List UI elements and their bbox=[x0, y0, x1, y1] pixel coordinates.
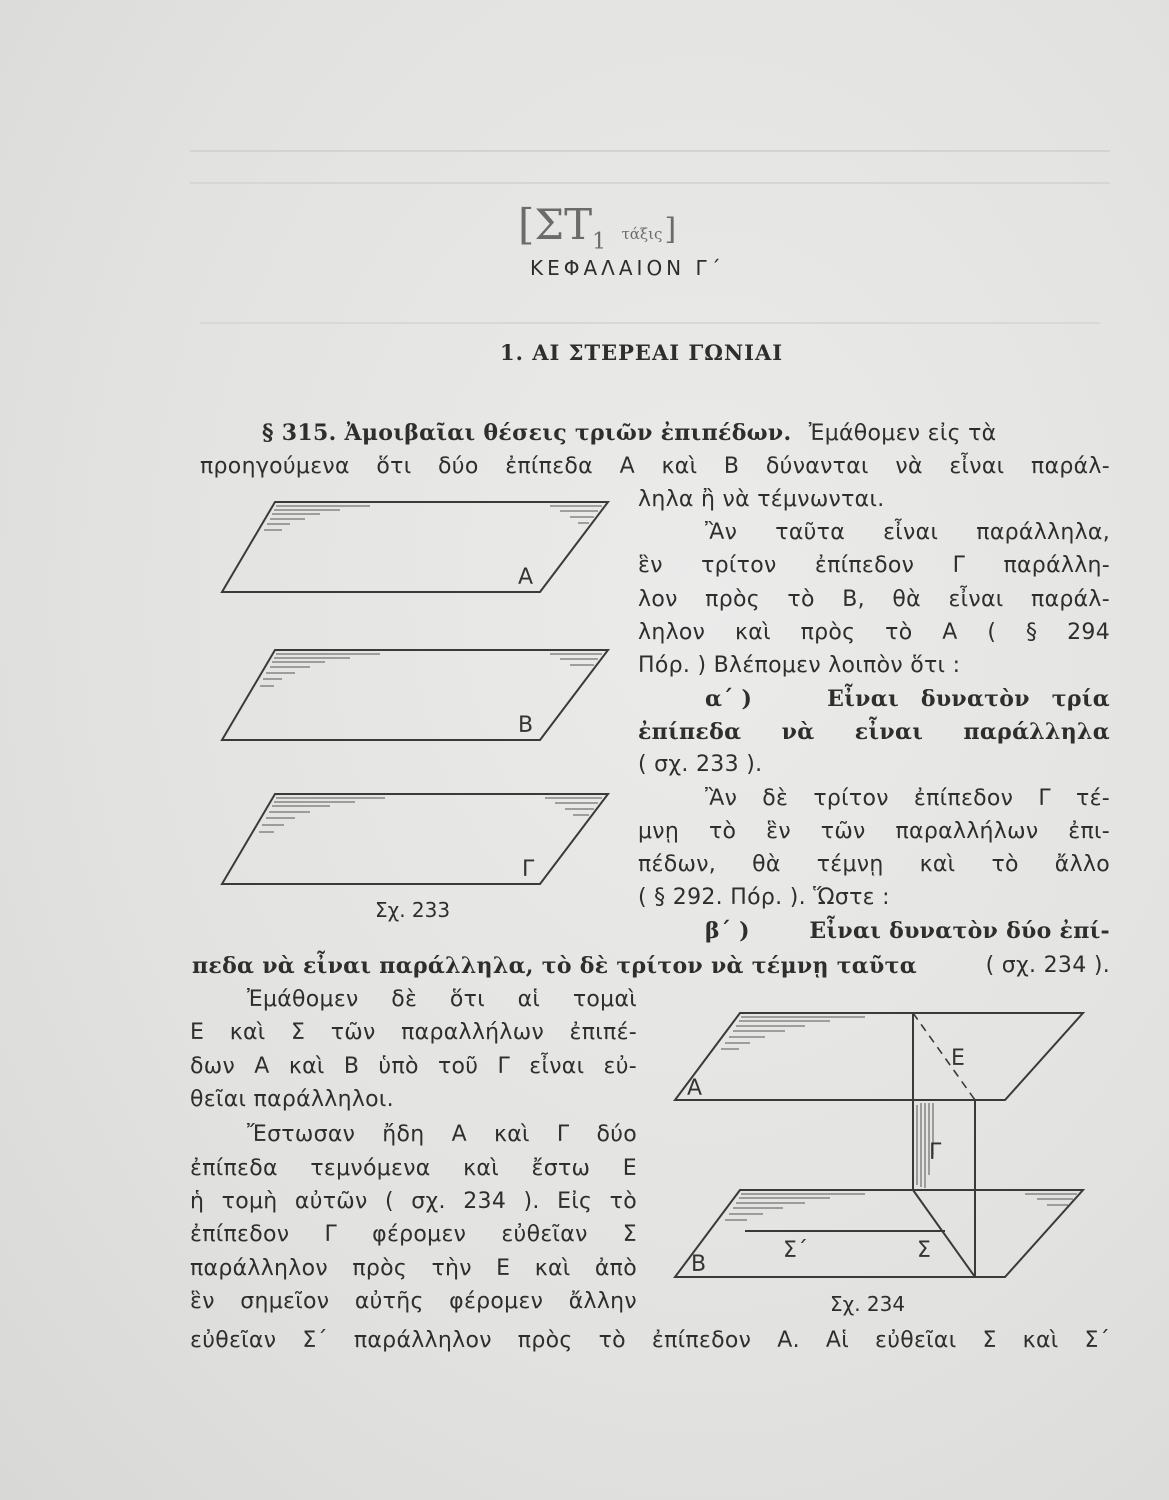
label-e: Ε bbox=[951, 1046, 965, 1071]
text-line: β΄ ) Εἶναι δυνατὸν δύο ἐπί- bbox=[705, 918, 1110, 944]
text-line: μνῃ τὸ ἓν τῶν παραλλήλων ἐπι- bbox=[638, 819, 1110, 844]
bleed-through-1 bbox=[190, 150, 1110, 152]
text-line: ἐπίπεδα νὰ εἶναι παράλληλα bbox=[638, 719, 1110, 745]
text-line: πεδα νὰ εἶναι παράλληλα, τὸ δὲ τρίτον νὰ τέμνῃ ταῦτα ( σχ. 234 ). bbox=[192, 953, 1110, 979]
label-g: Γ bbox=[929, 1140, 942, 1165]
text-line: Ἔστωσαν ἤδη Α καὶ Γ δύο bbox=[247, 1122, 637, 1147]
figure-234-caption: Σχ. 234 bbox=[830, 1292, 906, 1316]
text-line: δων Α καὶ Β ὑπὸ τοῦ Γ εἶναι εὐ- bbox=[190, 1054, 637, 1079]
section-heading: 1. ΑΙ ΣΤΕΡΕΑΙ ΓΩΝΙΑΙ bbox=[500, 340, 784, 365]
label-b: Β bbox=[518, 713, 534, 738]
handwritten-note: [$\Sigma T_1$ τάξις] bbox=[518, 200, 677, 255]
text-line: ληλα ἢ νὰ τέμνωνται. bbox=[638, 487, 885, 512]
text-line: Ε καὶ Σ τῶν παραλλήλων ἐπιπέ- bbox=[190, 1020, 637, 1045]
text-line: ἐπίπεδα τεμνόμενα καὶ ἔστω Ε bbox=[190, 1156, 637, 1181]
label-g: Γ bbox=[522, 857, 535, 882]
text-line: θεῖαι παράλληλοι. bbox=[190, 1087, 394, 1112]
plane-g bbox=[222, 794, 608, 884]
text-line: ληλον καὶ πρὸς τὸ Α ( § 294 bbox=[638, 620, 1110, 645]
label-b: Β bbox=[691, 1252, 707, 1277]
text-line: ἓν τρίτον ἐπίπεδον Γ παράλλη- bbox=[638, 553, 1110, 578]
text-line: εὐθεῖαν Σ΄ παράλληλον πρὸς τὸ ἐπίπεδον Α. Αἱ εὐθεῖαι Σ καὶ Σ΄ bbox=[190, 1328, 1110, 1353]
figure-233-caption: Σχ. 233 bbox=[375, 898, 451, 922]
text-line: Πόρ. ) Βλέπομεν λοιπὸν ὅτι : bbox=[638, 653, 961, 678]
label-a: Α bbox=[518, 565, 534, 590]
figure-234 bbox=[665, 1005, 1095, 1295]
text-line: ἐπίπεδον Γ φέρομεν εὐθεῖαν Σ bbox=[190, 1222, 637, 1247]
text-line: ( σχ. 233 ). bbox=[638, 752, 763, 777]
section-315-title: § 315. Ἀμοιβαῖαι θέσεις τριῶν ἐπιπέδων. bbox=[262, 420, 792, 446]
text-line: προηγούμενα ὅτι δύο ἐπίπεδα Α καὶ Β δύνανται νὰ εἶναι παράλ- bbox=[200, 454, 1110, 479]
text-line: α΄ ) Εἶναι δυνατὸν τρία bbox=[705, 686, 1110, 712]
text-line: ( § 292. Πόρ. ). Ὥστε : bbox=[638, 885, 890, 910]
label-s: Σ bbox=[917, 1238, 931, 1263]
text-line: πέδων, θὰ τέμνῃ καὶ τὸ ἄλλο bbox=[638, 852, 1110, 877]
text-line: ἡ τομὴ αὐτῶν ( σχ. 234 ). Εἰς τὸ bbox=[190, 1189, 637, 1214]
text-line: λον πρὸς τὸ Β, θὰ εἶναι παράλ- bbox=[638, 587, 1110, 612]
text-line: ἓν σημεῖον αὐτῆς φέρομεν ἄλλην bbox=[190, 1289, 637, 1314]
text-line: παράλληλον πρὸς τὴν Ε καὶ ἀπὸ bbox=[190, 1256, 637, 1281]
plane-b bbox=[222, 650, 608, 740]
text-line: Ἂν ταῦτα εἶναι παράλληλα, bbox=[705, 520, 1110, 545]
plane-a bbox=[222, 502, 608, 592]
text-line: Ἂν δὲ τρίτον ἐπίπεδον Γ τέ- bbox=[705, 786, 1110, 811]
bleed-through-3 bbox=[200, 322, 1100, 324]
text-line: § 315. Ἀμοιβαῖαι θέσεις τριῶν ἐπιπέδων. Ἐμάθομεν εἰς τὰ bbox=[262, 420, 997, 446]
bleed-through-2 bbox=[190, 182, 1110, 184]
chapter-heading: ΚΕΦΑΛΑΙΟΝ Γ΄ bbox=[530, 256, 725, 280]
figure-233 bbox=[210, 492, 630, 912]
label-a: Α bbox=[687, 1076, 703, 1101]
label-s-prime: Σ΄ bbox=[783, 1238, 808, 1263]
text-line: Ἐμάθομεν δὲ ὅτι αἱ τομαὶ bbox=[247, 987, 637, 1012]
